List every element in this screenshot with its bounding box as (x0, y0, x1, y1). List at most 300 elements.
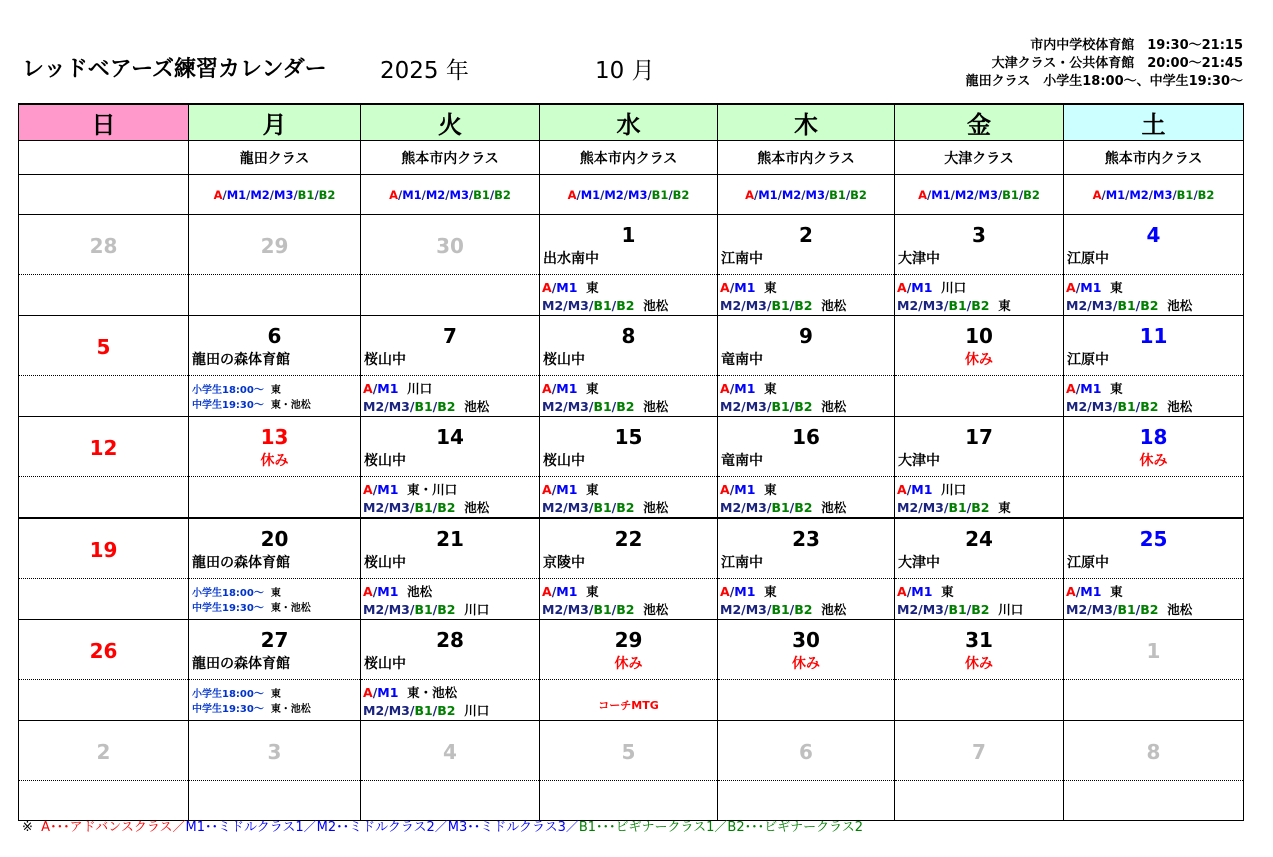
level-m1: M1 (377, 482, 399, 497)
level-separator: / (729, 381, 735, 396)
practice-venue: 桜山中 (364, 352, 406, 368)
level-b2: B2 (1197, 187, 1215, 202)
day-cell (1064, 620, 1244, 680)
day-schedule-cell (189, 275, 361, 316)
day-schedule-cell (361, 376, 540, 417)
level-b2: B2 (494, 187, 511, 202)
day-number: 16 (792, 425, 820, 449)
day-schedule-cell (19, 579, 189, 620)
level-m3: M3 (449, 187, 469, 202)
level-b1: B1 (297, 187, 315, 202)
coach-location: 東 (764, 280, 777, 295)
level-separator: / (789, 500, 795, 515)
level-separator: / (314, 187, 319, 202)
level-separator: / (372, 482, 378, 497)
level-separator: / (551, 280, 557, 295)
level-separator: / (1135, 298, 1141, 313)
day-cell (19, 316, 189, 376)
level-m3: M3 (388, 602, 410, 617)
advance-schedule (718, 380, 894, 398)
level-separator: / (647, 187, 652, 202)
elementary-schedule (189, 586, 360, 601)
level-separator: / (729, 482, 735, 497)
day-number: 7 (443, 324, 457, 348)
day-cell (361, 215, 540, 275)
day-schedule-cell (19, 477, 189, 519)
coach-location: 東 (586, 482, 599, 497)
level-separator: / (269, 187, 274, 202)
calendar-title: レッドベアーズ練習カレンダー (22, 57, 327, 82)
level-a: A (1066, 280, 1076, 295)
level-m1: M1 (226, 187, 247, 202)
day-cell (540, 215, 718, 275)
coach-location: 東 (764, 482, 777, 497)
practice-venue: 出水南中 (543, 251, 599, 267)
day-cell (718, 417, 895, 477)
day-cell (19, 721, 189, 781)
day-schedule-cell (895, 579, 1064, 620)
level-m2: M2 (1066, 602, 1088, 617)
junior-high-schedule (189, 398, 360, 413)
holiday-note: 休み (614, 656, 643, 672)
class-name: 龍田クラス (189, 141, 361, 175)
level-separator: / (906, 584, 912, 599)
coach-location: 東 (941, 584, 954, 599)
day-number: 3 (267, 740, 282, 764)
coach-meeting-note: コーチMTG (598, 698, 659, 712)
level-m2: M2 (363, 602, 385, 617)
day-cell (1064, 417, 1244, 477)
level-b1: B1 (593, 500, 612, 515)
level-a: A (1066, 381, 1076, 396)
level-separator: / (611, 298, 617, 313)
level-m3: M3 (745, 500, 767, 515)
day-cell (361, 518, 540, 579)
coach-location: 川口 (941, 280, 967, 295)
level-separator: / (563, 298, 568, 313)
day-number: 1 (1146, 639, 1161, 663)
day-number: 18 (1139, 425, 1168, 449)
advance-schedule (895, 481, 1063, 499)
advance-schedule (895, 279, 1063, 297)
level-b1: B1 (414, 602, 433, 617)
day-number: 10 (965, 324, 993, 348)
coach-location: 池松 (643, 500, 669, 515)
practice-venue: 龍田の森体育館 (192, 352, 290, 368)
advance-schedule (361, 684, 539, 702)
advance-schedule (1064, 279, 1243, 297)
advance-schedule (895, 583, 1063, 601)
level-b1: B1 (1002, 187, 1019, 202)
level-b2: B2 (437, 500, 456, 515)
coach-location: 川口 (464, 703, 490, 718)
elementary-schedule (189, 383, 360, 398)
level-separator: / (668, 187, 673, 202)
level-separator: / (1112, 298, 1118, 313)
level-b2: B2 (437, 602, 456, 617)
middle-schedule (718, 398, 894, 416)
level-m1: M1 (1105, 187, 1126, 202)
level-m3: M3 (567, 399, 589, 414)
practice-venue: 竜南中 (721, 453, 763, 469)
level-m3: M3 (1091, 298, 1113, 313)
coach-location: 東 (270, 588, 281, 599)
day-schedule-cell (189, 579, 361, 620)
practice-venue: 龍田の森体育館 (192, 555, 290, 571)
holiday-note: 休み (965, 656, 993, 672)
level-separator: / (563, 399, 568, 414)
level-separator: / (588, 298, 594, 313)
level-m2: M2 (1066, 298, 1088, 313)
level-m3: M3 (745, 298, 767, 313)
day-cell (189, 417, 361, 477)
coach-location: 池松 (821, 500, 847, 515)
level-separator: / (966, 500, 972, 515)
day-number: 26 (89, 639, 118, 663)
day-cell (718, 518, 895, 579)
day-schedule-cell (718, 477, 895, 519)
coach-location: 東 (998, 500, 1011, 515)
level-m3: M3 (978, 187, 998, 202)
level-a: A (542, 280, 552, 295)
level-b1: B1 (593, 399, 612, 414)
level-separator: / (1075, 584, 1081, 599)
coach-location: 東 (1110, 280, 1123, 295)
day-cell (540, 721, 718, 781)
level-m1: M1 (556, 381, 578, 396)
middle-schedule (361, 499, 539, 517)
level-m1: M1 (377, 685, 399, 700)
level-a: A (213, 187, 223, 202)
level-separator: / (766, 399, 772, 414)
practice-venue: 桜山中 (543, 453, 585, 469)
level-separator: / (1112, 399, 1118, 414)
level-m1: M1 (580, 187, 601, 202)
day-number: 20 (260, 527, 289, 551)
day-schedule-cell (540, 275, 718, 316)
level-separator: / (588, 602, 594, 617)
level-m2: M2 (897, 298, 919, 313)
day-schedule-cell (895, 781, 1064, 821)
level-m2: M2 (250, 187, 270, 202)
day-number: 29 (614, 628, 643, 652)
day-schedule-cell (1064, 376, 1244, 417)
day-schedule-cell (718, 579, 895, 620)
middle-schedule (361, 398, 539, 416)
coach-location: 池松 (1167, 602, 1193, 617)
level-separator: / (468, 187, 474, 202)
level-separator: / (1125, 187, 1130, 202)
level-separator: / (943, 500, 949, 515)
level-separator: / (409, 602, 415, 617)
day-number: 27 (260, 628, 289, 652)
level-m1: M1 (911, 280, 933, 295)
weekday-header: 火 (361, 104, 540, 141)
level-separator: / (1087, 298, 1092, 313)
class-name: 熊本市内クラス (361, 141, 540, 175)
level-b1: B1 (1117, 602, 1136, 617)
day-schedule-cell (19, 680, 189, 721)
day-schedule-cell (718, 781, 895, 821)
legend-footer (22, 816, 863, 835)
level-m1: M1 (377, 381, 399, 396)
junior-high-schedule (189, 702, 360, 717)
level-b2: B2 (971, 298, 990, 313)
level-separator: / (777, 187, 782, 202)
level-separator: / (974, 187, 979, 202)
holiday-note: 休み (1139, 453, 1168, 469)
coach-location: 池松 (643, 602, 669, 617)
class-name: 熊本市内クラス (1064, 141, 1244, 175)
middle-schedule (1064, 601, 1243, 619)
level-separator: / (489, 187, 495, 202)
level-separator: / (789, 602, 795, 617)
day-cell (361, 316, 540, 376)
day-number: 6 (799, 740, 813, 764)
day-schedule-cell (540, 477, 718, 519)
day-schedule-cell (19, 275, 189, 316)
level-a: A (897, 482, 907, 497)
day-schedule-cell (718, 680, 895, 721)
day-number: 2 (96, 740, 111, 764)
level-separator: / (950, 187, 955, 202)
level-separator: / (789, 298, 795, 313)
coach-location: 川口 (941, 482, 967, 497)
level-b2: B2 (616, 298, 635, 313)
weekday-header: 木 (718, 104, 895, 141)
day-cell (718, 620, 895, 680)
day-schedule-cell (361, 781, 540, 821)
coach-location: 池松 (643, 298, 669, 313)
day-schedule-cell (361, 579, 540, 620)
level-m1: M1 (911, 584, 933, 599)
day-schedule-cell (361, 477, 540, 519)
day-number: 13 (260, 425, 289, 449)
day-cell (895, 417, 1064, 477)
day-number: 2 (799, 223, 813, 247)
day-cell (189, 215, 361, 275)
level-m3: M3 (388, 703, 410, 718)
junior-high-schedule (189, 601, 360, 616)
level-m3: M3 (388, 500, 410, 515)
level-a: A (363, 685, 373, 700)
practice-venue: 桜山中 (364, 555, 406, 571)
level-b1: B1 (829, 187, 846, 202)
middle-schedule (361, 702, 539, 720)
level-a: A (363, 482, 373, 497)
advance-schedule (361, 583, 539, 601)
day-cell (895, 215, 1064, 275)
level-separator: / (966, 602, 972, 617)
level-b2: B2 (794, 500, 813, 515)
practice-venue: 大津中 (898, 453, 940, 469)
day-schedule-cell (189, 680, 361, 721)
level-separator: / (372, 381, 378, 396)
day-number: 5 (621, 740, 636, 764)
level-b1: B1 (414, 703, 433, 718)
day-schedule-cell (1064, 781, 1244, 821)
level-separator: / (384, 500, 389, 515)
level-b1: B1 (771, 500, 790, 515)
legend-beginner: B1･･･ビギナークラス1／B2･･･ビギナークラス2 (578, 820, 864, 835)
advance-schedule (361, 380, 539, 398)
level-separator: / (801, 187, 806, 202)
level-b1: B1 (651, 187, 669, 202)
middle-schedule (540, 297, 717, 315)
level-a: A (720, 482, 730, 497)
day-schedule-cell (895, 680, 1064, 721)
middle-schedule (540, 601, 717, 619)
day-number: 3 (972, 223, 986, 247)
day-cell (19, 518, 189, 579)
day-cell (895, 620, 1064, 680)
level-b1: B1 (1117, 298, 1136, 313)
middle-schedule (1064, 297, 1243, 315)
class-name: 熊本市内クラス (718, 141, 895, 175)
level-b1: B1 (593, 602, 612, 617)
level-m2: M2 (781, 187, 802, 202)
level-m1: M1 (734, 381, 756, 396)
level-separator: / (729, 280, 735, 295)
coach-location: 東 (270, 385, 281, 396)
venue-line: 大津クラス・公共体育館 20:00〜21:45 (991, 56, 1243, 71)
day-number: 12 (89, 436, 118, 460)
level-separator: / (943, 298, 949, 313)
level-m1: M1 (556, 584, 578, 599)
level-separator: / (611, 602, 617, 617)
day-cell (19, 215, 189, 275)
day-schedule-cell (540, 781, 718, 821)
day-cell (189, 620, 361, 680)
level-m3: M3 (1091, 602, 1113, 617)
coach-location: 川口 (407, 381, 433, 396)
advance-schedule (540, 279, 717, 297)
level-m2: M2 (425, 187, 446, 202)
level-b2: B2 (437, 703, 456, 718)
level-separator: / (1075, 280, 1081, 295)
month-label: 10 月 (595, 58, 655, 84)
level-m3: M3 (745, 399, 767, 414)
level-separator: / (432, 602, 438, 617)
level-m2: M2 (720, 298, 742, 313)
middle-schedule (895, 499, 1063, 517)
middle-schedule (895, 297, 1063, 315)
day-number: 14 (436, 425, 464, 449)
level-b2: B2 (616, 500, 635, 515)
level-m2: M2 (542, 500, 564, 515)
level-separator: / (1135, 399, 1141, 414)
coach-location: 東・池松 (270, 704, 311, 715)
day-number: 5 (96, 335, 111, 359)
junior-high-time: 中学生19:30〜 (192, 704, 264, 715)
practice-venue: 大津中 (898, 251, 940, 267)
level-separator: / (611, 399, 617, 414)
level-m1: M1 (1080, 381, 1102, 396)
level-m3: M3 (922, 602, 944, 617)
day-schedule-cell (895, 275, 1064, 316)
level-b2: B2 (1140, 399, 1159, 414)
level-a: A (897, 584, 907, 599)
level-b2: B2 (1140, 602, 1159, 617)
coach-location: 東・池松 (270, 400, 311, 411)
level-a: A (567, 187, 577, 202)
advance-schedule (718, 279, 894, 297)
level-m2: M2 (1129, 187, 1149, 202)
level-separator: / (600, 187, 605, 202)
day-cell (895, 721, 1064, 781)
advance-schedule (1064, 583, 1243, 601)
level-separator: / (997, 187, 1003, 202)
level-separator: / (421, 187, 426, 202)
practice-venue: 桜山中 (543, 352, 585, 368)
level-a: A (720, 584, 730, 599)
day-schedule-cell (361, 275, 540, 316)
day-cell (361, 417, 540, 477)
level-separator: / (611, 500, 617, 515)
level-m1: M1 (734, 280, 756, 295)
level-separator: / (397, 187, 403, 202)
coach-location: 東・川口 (407, 482, 458, 497)
level-b1: B1 (1176, 187, 1194, 202)
level-m1: M1 (911, 482, 933, 497)
level-m3: M3 (1091, 399, 1113, 414)
level-separator: / (966, 298, 972, 313)
weekday-header: 金 (895, 104, 1064, 141)
day-schedule-cell (718, 376, 895, 417)
day-cell (1064, 721, 1244, 781)
level-a: A (542, 584, 552, 599)
level-separator: / (926, 187, 932, 202)
level-m2: M2 (363, 399, 385, 414)
level-separator: / (918, 500, 923, 515)
weekday-header: 日 (19, 104, 189, 141)
day-schedule-cell (19, 781, 189, 821)
middle-schedule (540, 499, 717, 517)
level-separator: / (588, 399, 594, 414)
level-m2: M2 (542, 399, 564, 414)
coach-location: 池松 (821, 298, 847, 313)
level-list (718, 175, 895, 215)
level-separator: / (789, 399, 795, 414)
day-cell (540, 417, 718, 477)
level-b1: B1 (771, 602, 790, 617)
day-number: 24 (965, 527, 993, 551)
level-b2: B2 (971, 500, 990, 515)
coach-location: 池松 (464, 399, 490, 414)
level-separator: / (384, 602, 389, 617)
level-separator: / (918, 298, 923, 313)
day-schedule-cell (895, 376, 1064, 417)
day-cell (540, 620, 718, 680)
coach-location: 東・池松 (270, 603, 311, 614)
level-separator: / (1148, 187, 1153, 202)
coach-location: 東 (586, 280, 599, 295)
level-a: A (363, 584, 373, 599)
middle-schedule (361, 601, 539, 619)
coach-location: 東・池松 (407, 685, 458, 700)
level-m2: M2 (363, 500, 385, 515)
level-a: A (720, 381, 730, 396)
class-name (19, 141, 189, 175)
level-separator: / (729, 584, 735, 599)
level-separator: / (741, 298, 746, 313)
level-list (540, 175, 718, 215)
venue-line: 市内中学校体育館 19:30〜21:15 (1030, 38, 1243, 53)
level-separator: / (563, 602, 568, 617)
level-m1: M1 (1080, 584, 1102, 599)
level-separator: / (409, 500, 415, 515)
venue-line: 龍田クラス 小学生18:00〜、中学生19:30〜 (965, 74, 1243, 89)
